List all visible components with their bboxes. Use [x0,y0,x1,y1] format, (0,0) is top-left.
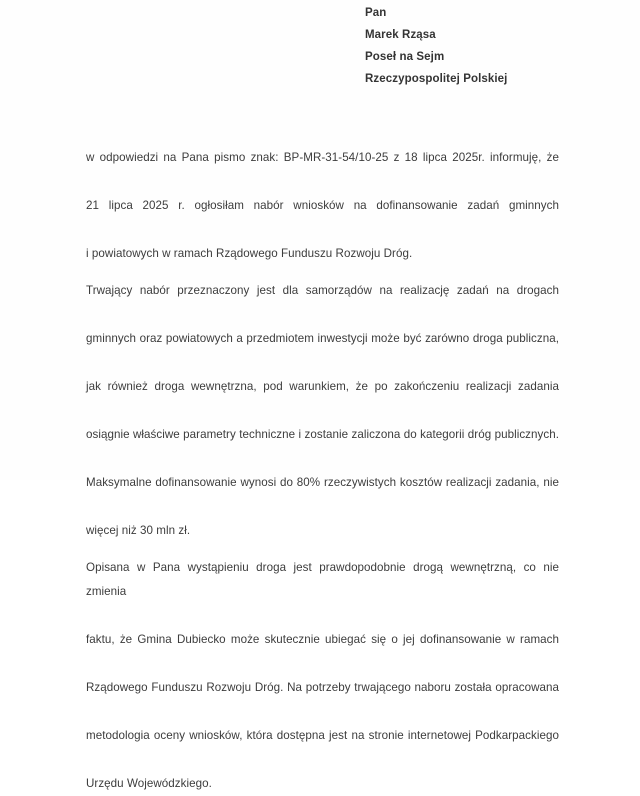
paragraph-2-line-2: gminnych oraz powiatowych a przedmiotem inwestycji może być zarówno droga publiczna, [86,332,559,345]
paragraph-2-line-6: więcej niż 30 mln zł. [86,524,191,537]
addressee-line-salutation: Pan [365,7,387,19]
addressee-line-title: Poseł na Sejm [365,51,445,63]
document-body [86,146,559,796]
addressee-line-institution: Rzeczypospolitej Polskiej [365,73,508,85]
paragraph-3-line-1: Opisana w Pana wystąpieniu droga jest prawdopodobnie drogą wewnętrzną, co nie zmienia [86,561,559,598]
paragraph-3-line-5: Urzędu Wojewódzkiego. [86,777,212,790]
addressee-line-name: Marek Rząsa [365,29,436,41]
paragraph-3-line-4: metodologia oceny wniosków, która dostępna jest na stronie internetowej Podkarpackiego [86,729,559,742]
paragraph-1 [86,146,559,266]
paragraph-2-line-1: Trwający nabór przeznaczony jest dla samorządów na realizację zadań na drogach [86,284,559,297]
paragraph-2-line-4: osiągnie właściwe parametry techniczne i zostanie zaliczona do kategorii dróg publicznych. [86,428,559,441]
paragraph-2 [86,279,559,543]
paragraph-3 [86,556,559,796]
paragraph-1-line-1: w odpowiedzi na Pana pismo znak: BP-MR-31-54/10-25 z 18 lipca 2025r. informuję, że [86,151,559,164]
addressee-block [365,2,625,90]
paragraph-2-line-5: Maksymalne dofinansowanie wynosi do 80% rzeczywistych kosztów realizacji zadania, nie [86,476,559,489]
paragraph-2-line-3: jak również droga wewnętrzna, pod warunkiem, że po zakończeniu realizacji zadania [86,380,559,393]
paragraph-3-line-2: faktu, że Gmina Dubiecko może skutecznie ubiegać się o jej dofinansowanie w ramach [86,633,559,646]
paragraph-1-line-3: i powiatowych w ramach Rządowego Funduszu Rozwoju Dróg. [86,247,413,260]
paragraph-1-line-2: 21 lipca 2025 r. ogłosiłam nabór wniosków na dofinansowanie zadań gminnych [86,199,559,212]
paragraph-3-line-3: Rządowego Funduszu Rozwoju Dróg. Na potrzeby trwającego naboru została opracowana [86,681,559,694]
